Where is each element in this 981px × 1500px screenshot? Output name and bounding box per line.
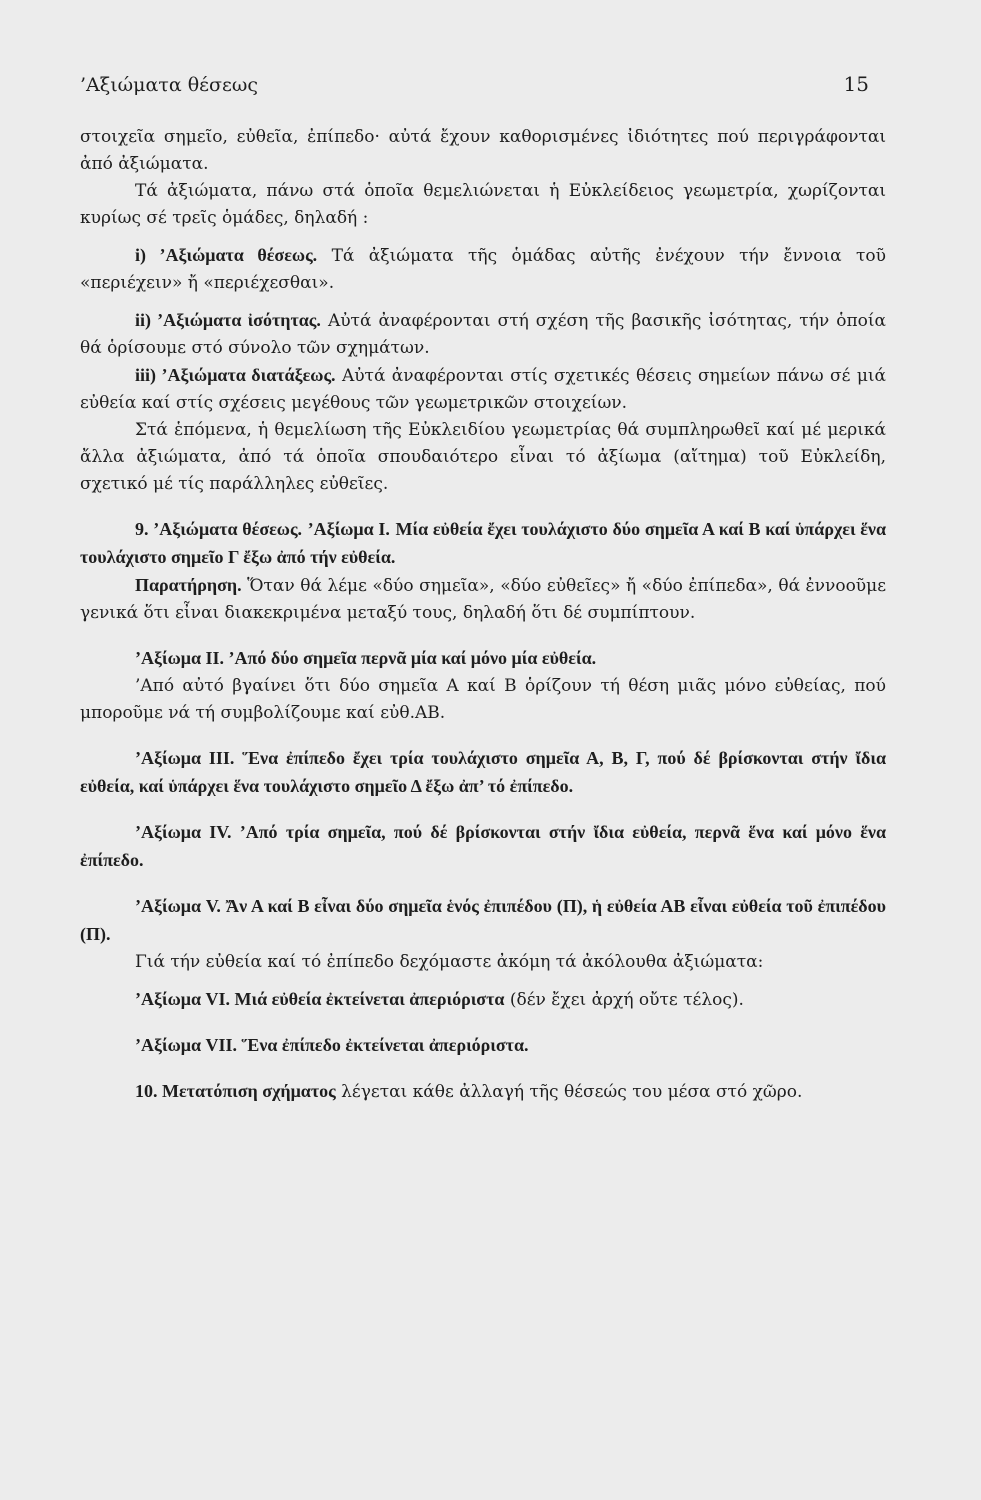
section-10 <box>80 1078 886 1106</box>
also-accept: Γιά τήν εὐθεία καί τό ἐπίπεδο δεχόμαστε ἀκόμη τά ἀκόλουθα ἀξιώματα: <box>135 952 764 972</box>
axiom-text: ’Αξίωμα VI. Μιά εὐθεία ἐκτείνεται ἀπεριόριστα <box>135 989 505 1009</box>
axiom-text: ’Αξίωμα II. ’Από δύο σημεῖα περνᾶ μία καί μόνο μία εὐθεία. <box>135 648 597 668</box>
axiom-text: ’Αξίωμα V. Ἄν Α καί Β εἶναι δύο σημεῖα ἑνός ἐπιπέδου (Π), ἡ εὐθεία ΑΒ εἶναι εὐθεία τοῦ ἐπιπέδου (Π). <box>80 896 886 944</box>
group-text: Τά ἀξιώματα τῆς ὁμάδας αὐτῆς ἐνέχουν τήν ἔννοια τοῦ «περιέχειν» ἤ «περιέχεσθαι». <box>80 246 886 293</box>
axiom-5 <box>80 893 886 949</box>
group-text: Αὐτά ἀναφέρονται στή σχέση τῆς βασικῆς ἰσότητας, τήν ὁποία θά ὁρίσουμε στό σύνολο τῶν σχημάτων. <box>80 311 887 358</box>
axiom-4 <box>80 819 886 875</box>
group-label: i) ’Αξιώματα θέσεως. <box>135 245 318 265</box>
group-label: iii) ’Αξιώματα διατάξεως. <box>135 365 336 385</box>
paragraph-axiom-groups: Τά ἀξιώματα, πάνω στά ὁποῖα θεμελιώνεται ἡ Εὐκλείδειος γεωμετρία, χωρίζονται κυρίως σέ τρεῖς ὁμάδες, δηλαδή : <box>80 181 886 228</box>
axiom-3 <box>80 745 886 801</box>
axiom-1 <box>80 516 886 572</box>
group-equality <box>80 307 886 362</box>
axiom-text: ’Αξίωμα VII. Ἕνα ἐπίπεδο ἐκτείνεται ἀπεριόριστα. <box>135 1035 529 1055</box>
page-number: 15 <box>843 72 869 96</box>
axiom-text: Μία εὐθεία ἔχει τουλάχιστο δύο σημεῖα Α καί Β καί ὑπάρχει ἕνα τουλάχιστο σημεῖο Γ ἔξω ἀπό τήν εὐθεία. <box>80 519 887 567</box>
running-header: ’Αξιώματα θέσεως <box>80 74 258 96</box>
group-label: ii) ’Αξιώματα ἰσότητας. <box>135 310 321 330</box>
remark-label: Παρατήρηση. <box>135 575 242 595</box>
section-heading: 10. Μετατόπιση σχήματος <box>135 1081 336 1101</box>
axiom-2-note: ’Από αὐτό βγαίνει ὅτι δύο σημεῖα Α καί Β ὁρίζουν τή θέση μιᾶς μόνο εὐθείας, πού μποροῦμε νά τή συμβολίζουμε καί εὐθ.ΑΒ. <box>80 676 886 723</box>
group-order <box>80 362 886 417</box>
group-text: Αὐτά ἀναφέρονται στίς σχετικές θέσεις σημείων πάνω σέ μιά εὐθεία καί στίς σχέσεις μεγέθους τῶν γεωμετρικῶν στοιχείων. <box>80 366 887 413</box>
axiom-6-note: (δέν ἔχει ἀρχή οὔτε τέλος). <box>509 990 744 1010</box>
page-body <box>80 124 886 1106</box>
paragraph-intro: στοιχεῖα σημεῖο, εὐθεῖα, ἐπίπεδο· αὐτά ἔχουν καθορισμένες ἰδιότητες πού περιγράφονται ἀπό ἀξιώματα. <box>80 127 886 174</box>
remark-text: Ὅταν θά λέμε «δύο σημεῖα», «δύο εὐθεῖες» ἤ «δύο ἐπίπεδα», θά ἐννοοῦμε γενικά ὅτι εἶναι διακεκριμένα μεταξύ τους, δηλαδή ὅτι δέ συμπίπτουν. <box>80 576 886 623</box>
section-heading: 9. ’Αξιώματα θέσεως. <box>135 519 303 539</box>
group-position <box>80 242 886 297</box>
axiom-text: ’Αξίωμα III. Ἕνα ἐπίπεδο ἔχει τρία τουλάχιστο σημεῖα Α, Β, Γ, πού δέ βρίσκονται στήν ἴδια εὐθεία, καί ὑπάρχει ἕνα τουλάχιστο σημεῖο Δ ἔξω ἀπ’ τό ἐπίπεδο. <box>80 748 886 796</box>
remark <box>80 572 886 627</box>
paragraph-completion: Στά ἑπόμενα, ἡ θεμελίωση τῆς Εὐκλειδίου γεωμετρίας θά συμπληρωθεῖ καί μέ μερικά ἄλλα ἀξιώματα, ἀπό τά ὁποῖα σπουδαιότερο εἶναι τό ἀξίωμα (αἴτημα) τοῦ Εὐκλείδη, σχετικό μέ τίς παράλληλες εὐθεῖες. <box>80 420 886 494</box>
axiom-2 <box>80 645 886 673</box>
axiom-7 <box>80 1032 886 1060</box>
axiom-label: ’Αξίωμα I. <box>307 519 390 539</box>
section-10-text: λέγεται κάθε ἀλλαγή τῆς θέσεώς του μέσα στό χῶρο. <box>341 1082 803 1102</box>
axiom-text: ’Αξίωμα IV. ’Από τρία σημεῖα, πού δέ βρίσκονται στήν ἴδια εὐθεία, περνᾶ ἕνα καί μόνο ἕνα ἐπίπεδο. <box>80 822 886 870</box>
axiom-6 <box>80 986 886 1014</box>
